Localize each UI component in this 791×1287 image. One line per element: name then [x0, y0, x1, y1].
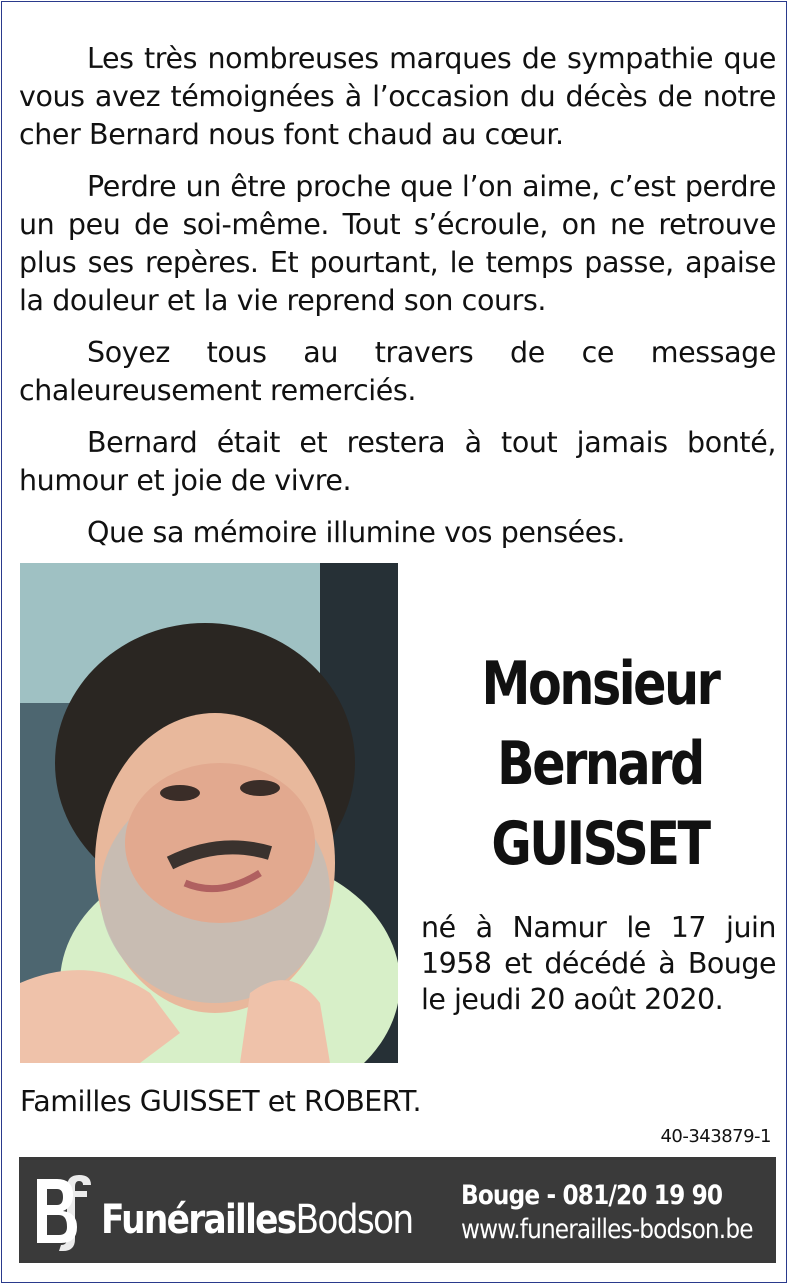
brand-part-bodson: Bodson — [295, 1197, 413, 1243]
name-title: Monsieur — [481, 649, 719, 719]
brand-name — [101, 1197, 412, 1243]
paragraph-1: Les très nombreuses marques de sympathie que vous avez témoignées à l’occasion du décès de notre cher Bernard nous font chaud au cœur. — [19, 42, 776, 151]
name-first: Bernard — [497, 729, 703, 799]
bodson-logo-icon — [31, 1169, 95, 1253]
paragraph-5: Que sa mémoire illumine vos pensées. — [87, 516, 626, 549]
name-last: GUISSET — [491, 809, 709, 879]
paragraph-2: Perdre un être proche que l’on aime, c’est perdre un peu de soi-même. Tout s’écroule, on ne retrouve plus ses repères. Et pourtant, le temps passe, apaise la douleur et la vie reprend son cours. — [19, 170, 776, 317]
birth-death-dates: né à Namur le 17 juin 1958 et décédé à Bouge le jeudi 20 août 2020. — [421, 911, 776, 1016]
paragraph-3: Soyez tous au travers de ce message chaleureusement remerciés. — [19, 336, 776, 407]
brand-part-funerailles: Funérailles — [101, 1197, 296, 1243]
obituary-card — [1, 1, 787, 1283]
contact-phone: Bouge - 081/20 19 90 — [461, 1180, 723, 1211]
paragraph-4: Bernard était et restera à tout jamais bonté, humour et joie de vivre. — [19, 426, 776, 497]
portrait-illustration — [20, 563, 398, 1063]
reference-number: 40-343879-1 — [660, 1126, 771, 1147]
funeral-home-banner — [19, 1157, 776, 1263]
contact-website: www.funerailles-bodson.be — [461, 1214, 753, 1245]
contact-info — [461, 1179, 753, 1247]
message-text — [19, 40, 776, 566]
deceased-name — [414, 644, 786, 884]
portrait-photo — [20, 563, 398, 1063]
families-signature: Familles GUISSET et ROBERT. — [20, 1085, 422, 1118]
